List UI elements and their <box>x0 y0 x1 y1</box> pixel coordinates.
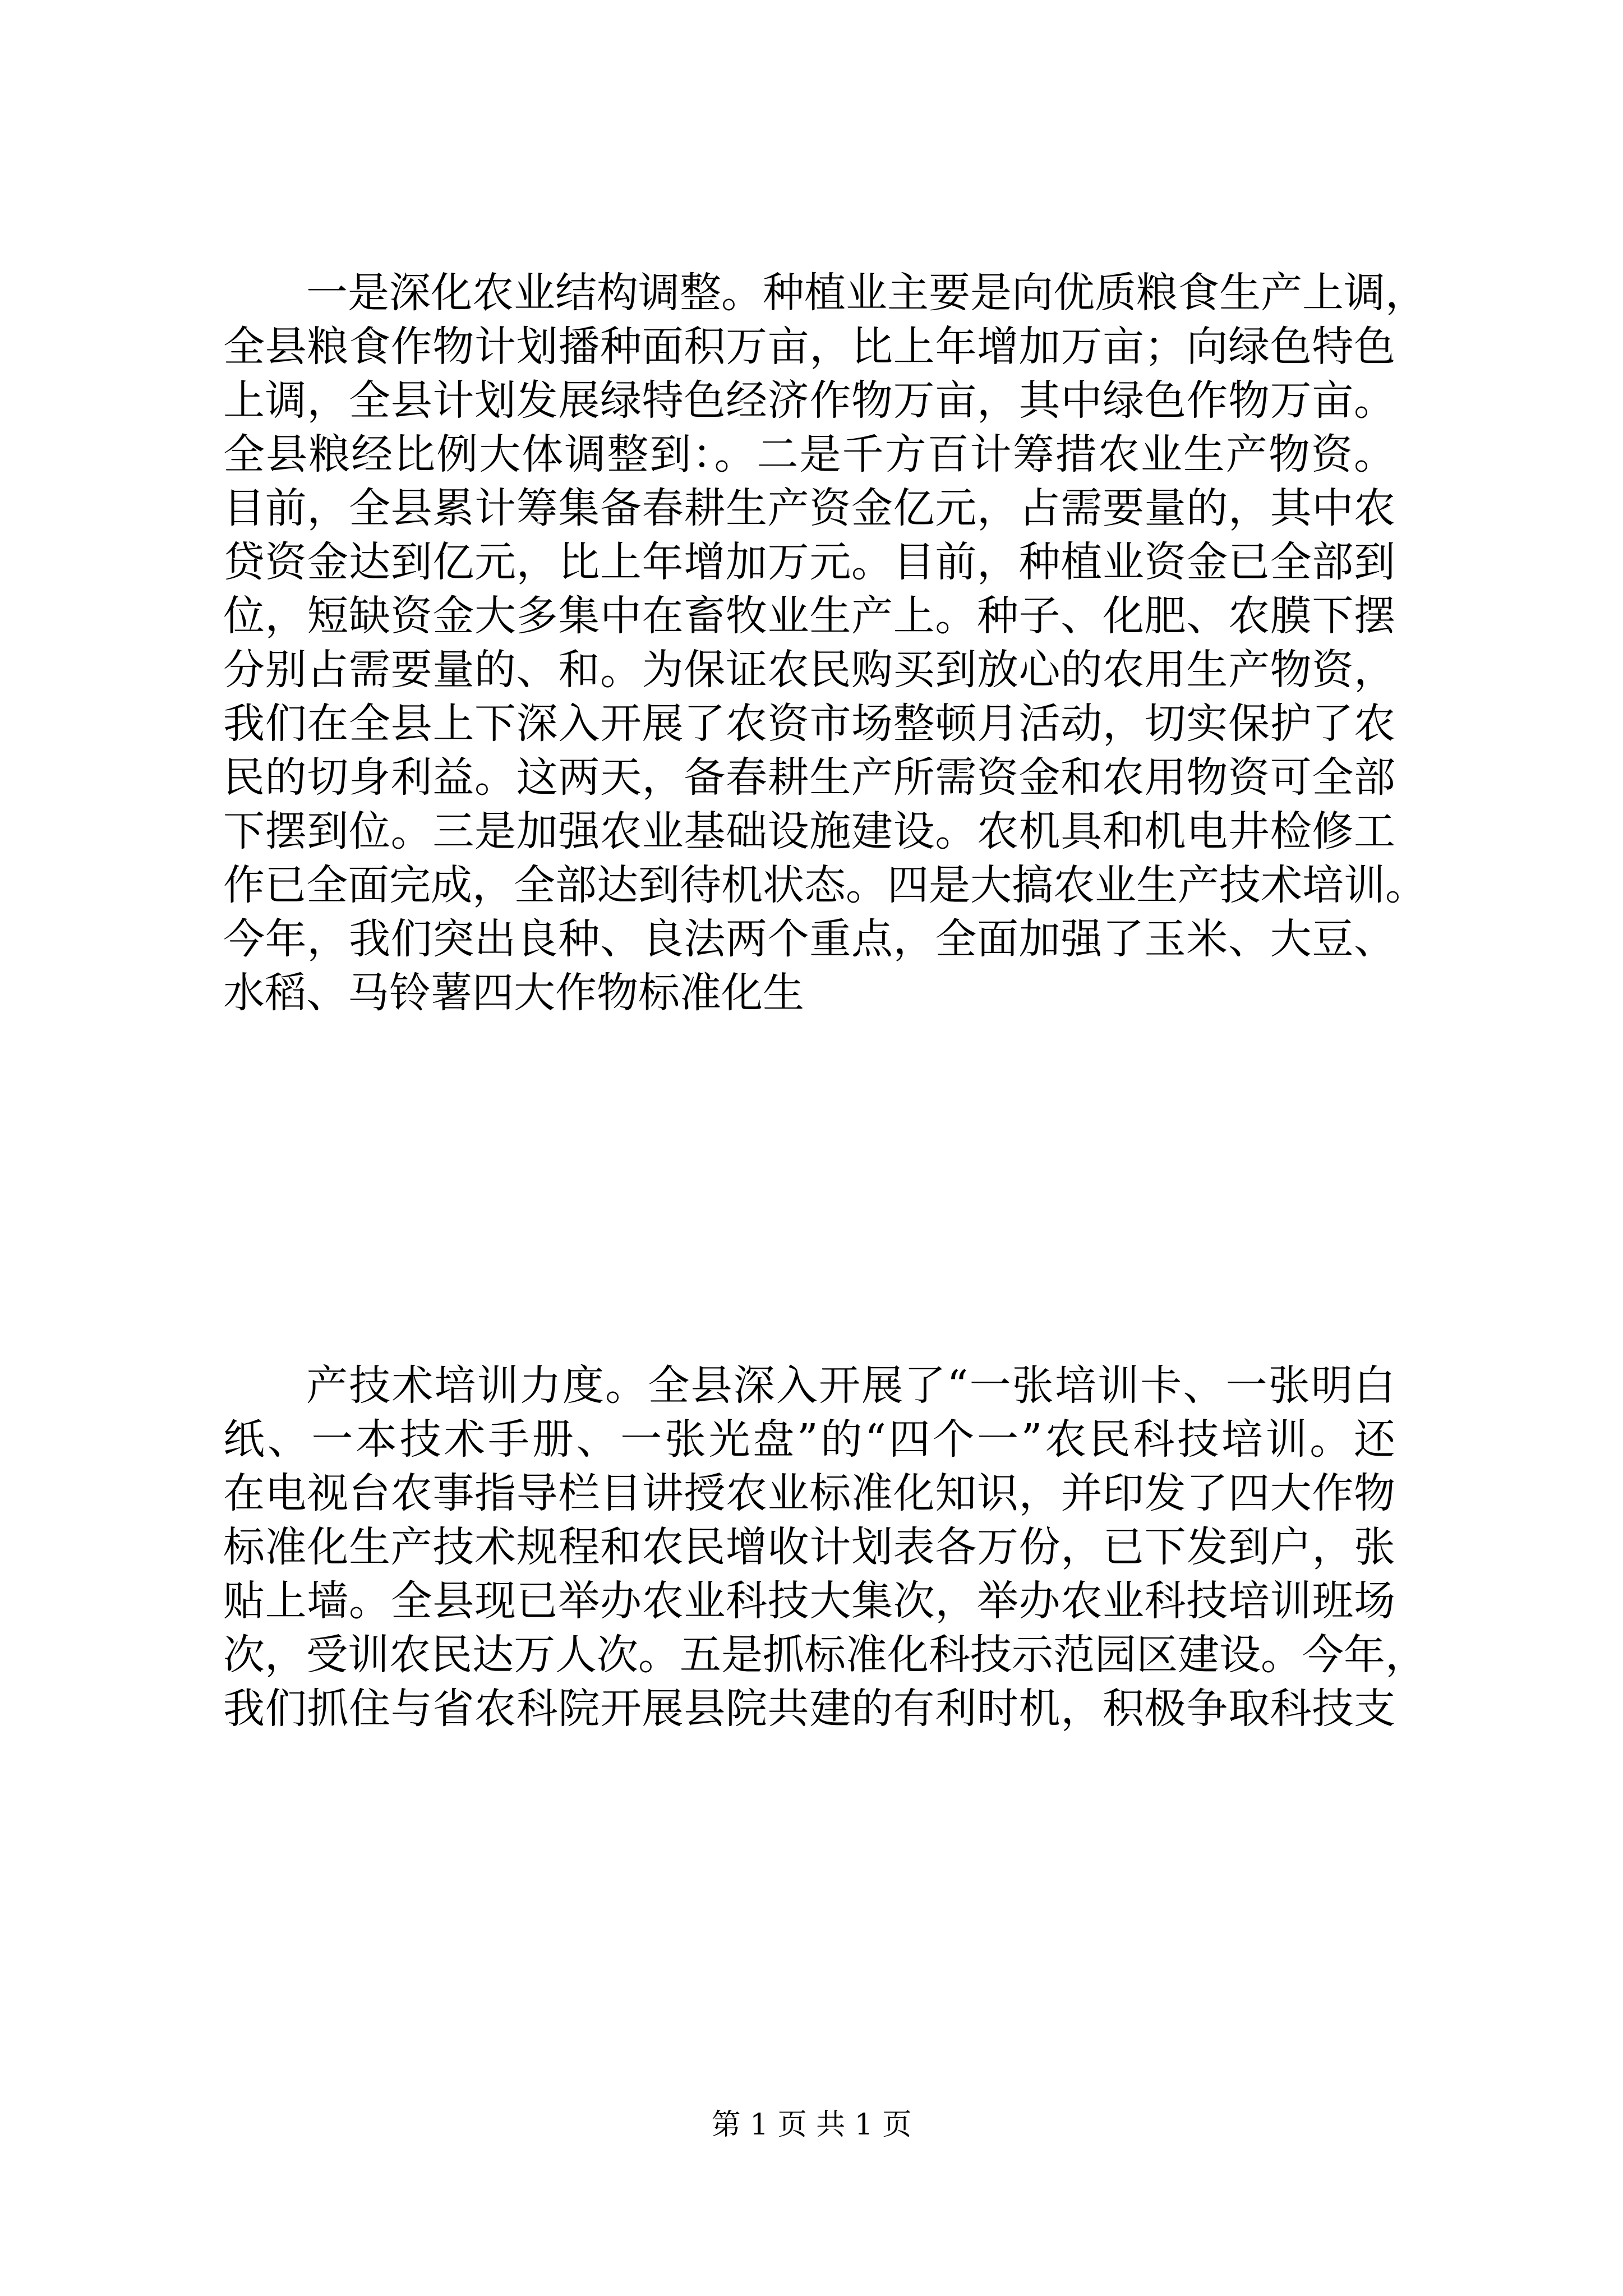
text-line: 一是深化农业结构调整。种植业主要是向优质粮食生产上调， <box>306 269 1427 317</box>
page-footer <box>0 2101 1623 2143</box>
page-number-label: 第 1 页 共 1 页 <box>711 2108 912 2142</box>
text-line: 上调，全县计划发展绿特色经济作物万亩，其中绿色作物万亩。 <box>223 376 1395 425</box>
text-line: 我们在全县上下深入开展了农资市场整顿月活动，切实保护了农 <box>223 700 1395 748</box>
text-line: 在电视台农事指导栏目讲授农业标准化知识，并印发了四大作物 <box>223 1469 1395 1517</box>
paragraph-1 <box>223 266 1427 1020</box>
text-line: 水稻、马铃薯四大作物标准化生 <box>223 969 804 1017</box>
text-line: 目前，全县累计筹集备春耕生产资金亿元，占需要量的，其中农 <box>223 484 1395 532</box>
text-line: 全县粮食作物计划播种面积万亩，比上年增加万亩；向绿色特色 <box>223 323 1395 371</box>
text-line: 纸、一本技术手册、一张光盘”的“四个一”农民科技培训。还 <box>223 1415 1395 1464</box>
text-line: 民的切身利益。这两天，备春耕生产所需资金和农用物资可全部 <box>223 753 1395 802</box>
text-line: 下摆到位。三是加强农业基础设施建设。农机具和机电井检修工 <box>223 807 1395 855</box>
text-line: 产技术培训力度。全县深入开展了“一张培训卡、一张明白 <box>306 1361 1395 1410</box>
paragraph-2 <box>223 1359 1427 1736</box>
text-line: 全县粮经比例大体调整到：。二是千方百计筹措农业生产物资。 <box>223 430 1395 478</box>
text-line: 位，短缺资金大多集中在畜牧业生产上。种子、化肥、农膜下摆 <box>223 592 1395 640</box>
text-line: 次，受训农民达万人次。五是抓标准化科技示范园区建设。今年， <box>223 1631 1427 1679</box>
text-line: 我们抓住与省农科院开展县院共建的有利时机，积极争取科技支 <box>223 1685 1395 1733</box>
text-line: 今年，我们突出良种、良法两个重点，全面加强了玉米、大豆、 <box>223 915 1395 963</box>
text-line: 分别占需要量的、和。为保证农民购买到放心的农用生产物资， <box>223 646 1395 694</box>
text-line: 作已全面完成，全部达到待机状态。四是大搞农业生产技术培训。 <box>223 861 1427 909</box>
text-line: 贴上墙。全县现已举办农业科技大集次，举办农业科技培训班场 <box>223 1577 1395 1625</box>
text-line: 标准化生产技术规程和农民增收计划表各万份，已下发到户，张 <box>223 1523 1395 1571</box>
text-line: 贷资金达到亿元，比上年增加万元。目前，种植业资金已全部到 <box>223 538 1395 586</box>
